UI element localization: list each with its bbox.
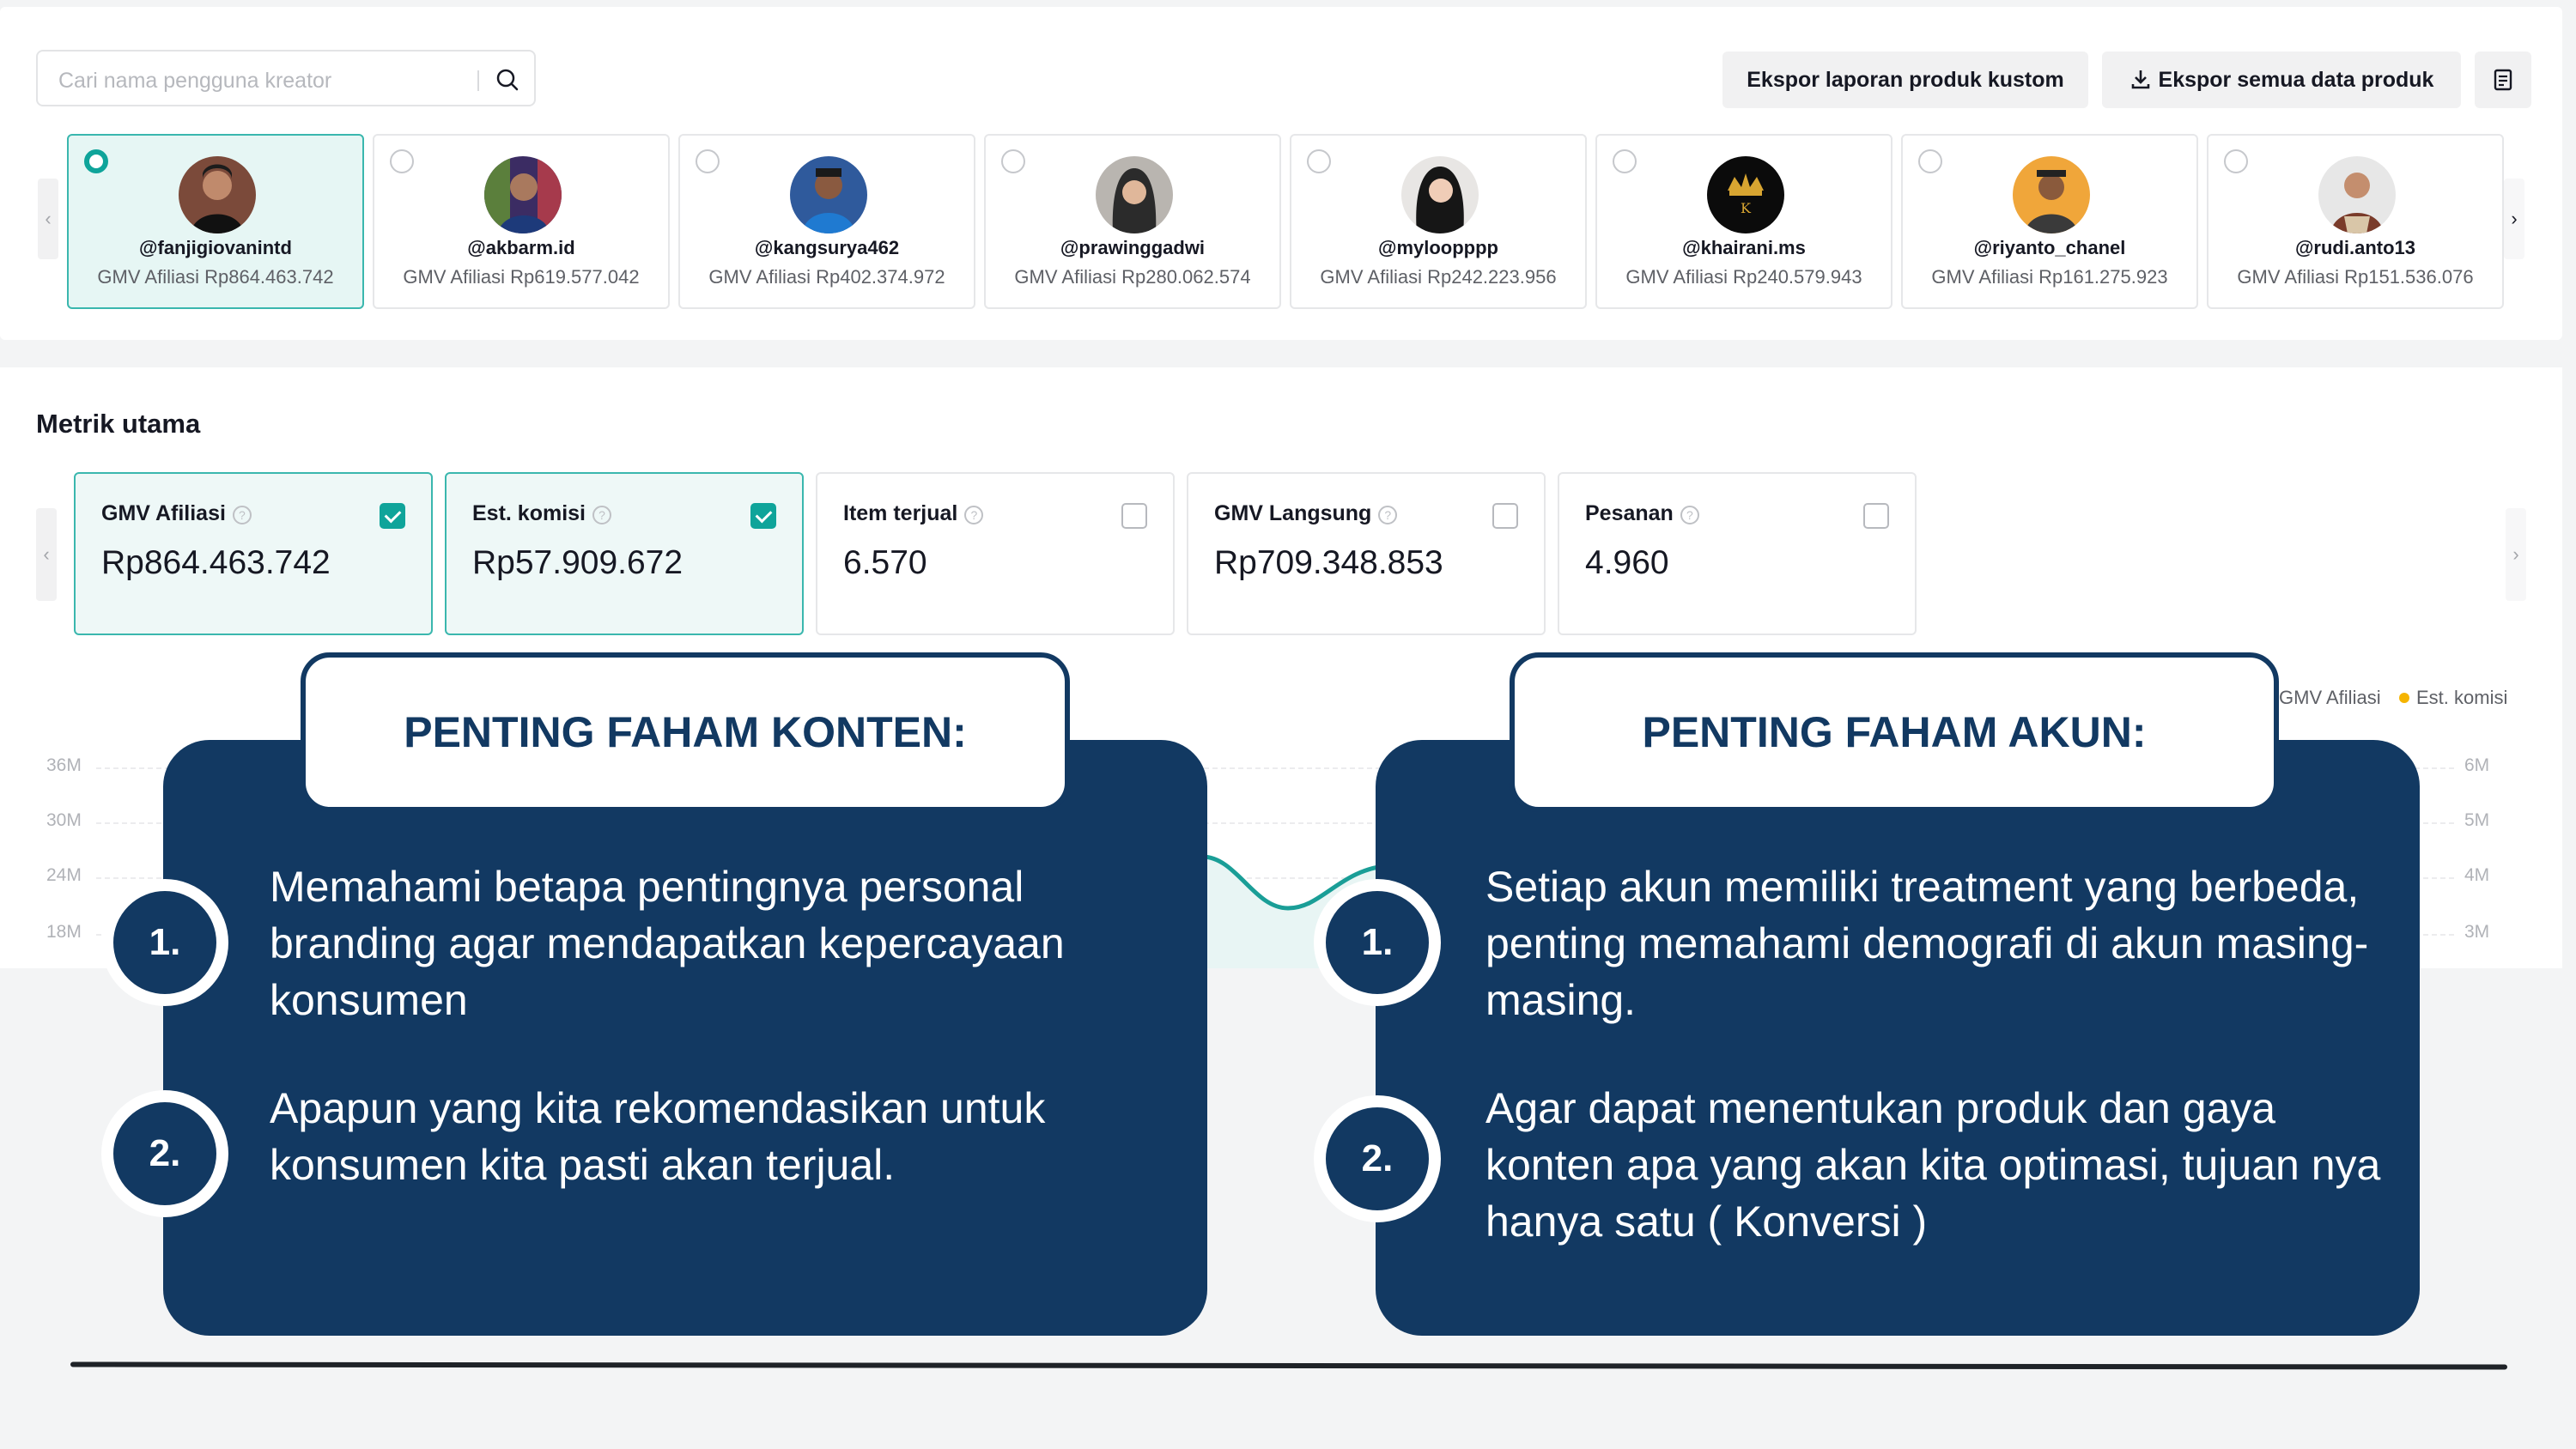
content-card [163,740,1207,1336]
avatar [179,156,256,233]
creator-panel [0,7,2562,340]
content-point: Apapun yang kita rekomendasikan untuk konsumen kita pasti akan terjual. [270,1084,1046,1189]
point-number: 1. [1314,879,1441,1006]
export-all-label: Ekspor semua data produk [2158,68,2434,92]
document-icon [2492,68,2514,92]
avatar [790,156,867,233]
creator-gmv: GMV Afiliasi Rp864.463.742 [97,266,334,288]
y-tick-left: 30M [46,810,82,830]
metrics-prev-button[interactable]: ‹ [36,508,57,601]
creator-handle: @myloopppp [1378,237,1498,258]
legend-est-komisi: Est. komisi [2399,687,2507,709]
legend-dot [2399,693,2409,703]
point-number: 1. [101,879,228,1006]
creator-card[interactable] [1595,134,1893,309]
point-number: 2. [101,1090,228,1217]
creator-gmv: GMV Afiliasi Rp280.062.574 [1014,266,1251,288]
creator-handle: @prawinggadwi [1060,237,1206,258]
creator-card[interactable] [1290,134,1587,309]
point-number: 2. [1314,1095,1441,1222]
creator-handle: @rudi.anto13 [2294,237,2416,258]
metric-checkbox[interactable] [1863,503,1889,529]
metrics-next-button[interactable]: › [2506,508,2526,601]
creator-gmv: GMV Afiliasi Rp242.223.956 [1320,266,1557,288]
creator-handle: @kangsurya462 [754,237,900,258]
metric-value: Rp709.348.853 [1214,544,1443,581]
creator-gmv: GMV Afiliasi Rp151.536.076 [2237,266,2474,288]
y-tick-left: 18M [46,922,82,942]
search-input[interactable] [36,50,536,106]
metric-checkbox[interactable] [1492,503,1518,529]
creator-handle: @khairani.ms [1682,237,1806,258]
report-button[interactable] [2475,52,2531,108]
metric-value: 4.960 [1585,544,1669,581]
divider-line [70,1362,2507,1370]
export-all-button[interactable] [2102,52,2461,108]
legend-gmv-afiliasi: GMV Afiliasi [2262,687,2381,709]
avatar [2013,156,2090,233]
avatar [484,156,562,233]
creator-handle: @akbarm.id [467,237,575,258]
help-icon[interactable]: ? [1378,506,1397,524]
y-tick-left: 36M [46,755,82,775]
metric-label: Pesanan ? [1585,501,1699,526]
creator-gmv: GMV Afiliasi Rp619.577.042 [403,266,640,288]
avatar [1096,156,1173,233]
creator-radio[interactable] [1307,149,1331,173]
creators-next-button[interactable]: › [2504,179,2524,259]
creator-radio[interactable] [84,149,108,173]
metric-card-est-komisi[interactable] [445,472,804,635]
help-icon[interactable]: ? [233,506,252,524]
content-card-title: PENTING FAHAM KONTEN: [301,652,1070,812]
creator-radio[interactable] [1918,149,1942,173]
metric-label: Est. komisi ? [472,501,611,526]
help-icon[interactable]: ? [1680,506,1699,524]
metrics-title: Metrik utama [36,409,201,439]
creator-handle: @riyanto_chanel [1973,237,2126,258]
help-icon[interactable]: ? [964,506,983,524]
download-icon [2129,68,2152,90]
creator-card[interactable] [678,134,975,309]
metric-checkbox[interactable] [750,503,776,529]
search-placeholder: Cari nama pengguna kreator [58,69,332,93]
avatar [2318,156,2396,233]
metric-value: Rp57.909.672 [472,544,683,581]
metric-card-gmv-langsung[interactable] [1187,472,1546,635]
y-tick-right: 6M [2464,755,2490,775]
content-point: Memahami betapa pentingnya personal branding agar mendapatkan kepercayaan konsumen [270,863,1065,1024]
avatar [1707,156,1784,233]
metric-checkbox[interactable] [380,503,405,529]
creator-gmv: GMV Afiliasi Rp161.275.923 [1931,266,2168,288]
metric-value: 6.570 [843,544,927,581]
creator-radio[interactable] [2224,149,2248,173]
creator-card[interactable] [67,134,364,309]
avatar [1401,156,1479,233]
account-point: Setiap akun memiliki treatment yang berbeda, penting memahami demografi di akun masing-masing. [1485,863,2369,1024]
metric-label: Item terjual ? [843,501,983,526]
creator-card[interactable] [984,134,1281,309]
creator-radio[interactable] [1613,149,1637,173]
search-divider [477,70,479,91]
account-point: Agar dapat menentukan produk dan gaya konten apa yang akan kita optimasi, tujuan nya hanya satu ( Konversi ) [1485,1084,2381,1246]
metric-checkbox[interactable] [1121,503,1147,529]
y-tick-right: 3M [2464,922,2490,942]
account-card-title: PENTING FAHAM AKUN: [1510,652,2279,812]
export-custom-report-button[interactable]: Ekspor laporan produk kustom [1722,52,2088,108]
y-tick-left: 24M [46,865,82,885]
metric-label: GMV Langsung ? [1214,501,1397,526]
creator-card[interactable] [2207,134,2504,309]
creator-card[interactable] [373,134,670,309]
metric-value: Rp864.463.742 [101,544,331,581]
metric-card-pesanan[interactable] [1558,472,1917,635]
creator-radio[interactable] [1001,149,1025,173]
metric-label: GMV Afiliasi ? [101,501,252,526]
svg-text:K: K [1741,200,1751,216]
creator-gmv: GMV Afiliasi Rp402.374.972 [708,266,945,288]
creator-card[interactable] [1901,134,2198,309]
metric-card-item-terjual[interactable] [816,472,1175,635]
creator-handle: @fanjigiovanintd [139,237,292,258]
creator-radio[interactable] [390,149,414,173]
y-tick-right: 4M [2464,865,2490,885]
metric-card-gmv-afiliasi[interactable] [74,472,433,635]
help-icon[interactable]: ? [592,506,611,524]
creators-prev-button[interactable]: ‹ [38,179,58,259]
creator-radio[interactable] [696,149,720,173]
creator-gmv: GMV Afiliasi Rp240.579.943 [1625,266,1862,288]
y-tick-right: 5M [2464,810,2490,830]
search-icon[interactable] [493,65,522,94]
